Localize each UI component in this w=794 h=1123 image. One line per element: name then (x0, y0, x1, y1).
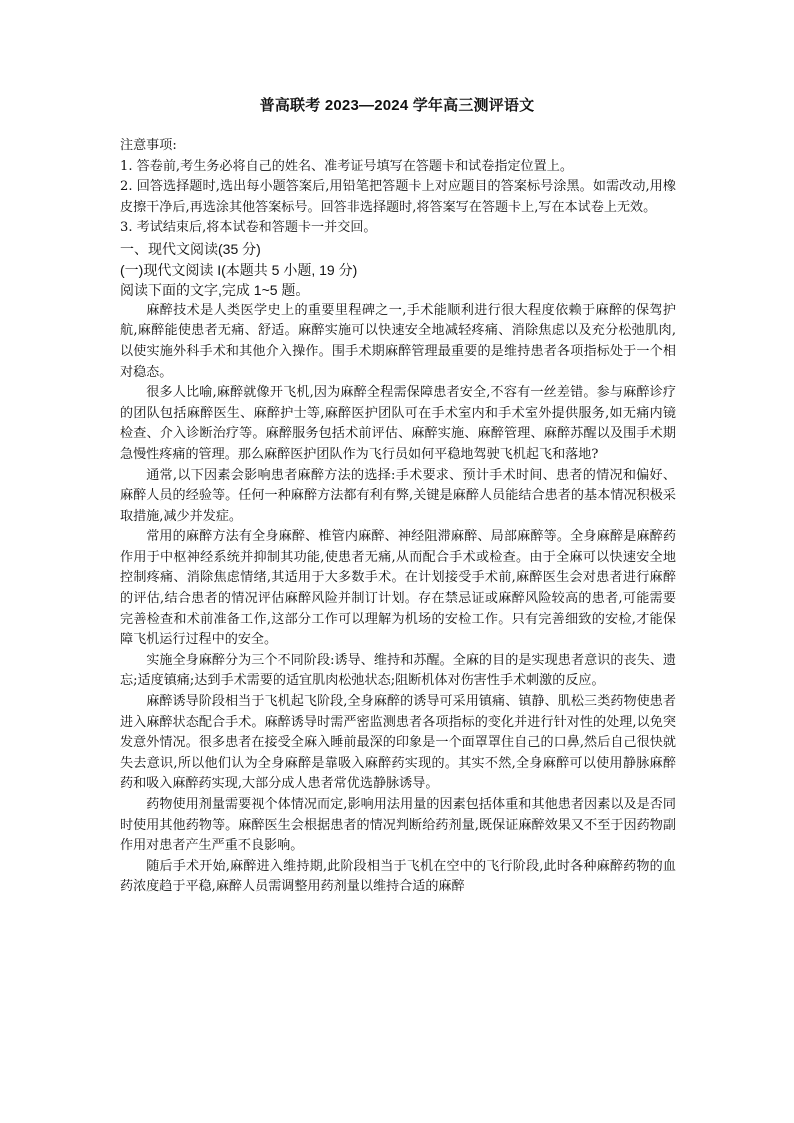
notice-heading: 注意事项: (120, 138, 177, 153)
passage-paragraph-5: 实施全身麻醉分为三个不同阶段:诱导、维持和苏醒。全麻的目的是实现患者意识的丧失、遗忘;适度镇痛;达到手术需要的适宜肌肉松弛状态;阻断机体对伤害性手术刺激的反应。 (120, 652, 676, 689)
notice-item-3: 3. 考试结束后,将本试卷和答题卡一并交回。 (120, 220, 377, 236)
passage-paragraph-2: 很多人比喻,麻醉就像开飞机,因为麻醉全程需保障患者安全,不容有一丝差错。参与麻醉诊疗的团队包括麻醉医生、麻醉护士等,麻醉医护团队可在手术室内和手术室外提供服务,如无痛内镜检查、介入诊断治疗等。麻醉服务包括术前评估、麻醉实施、麻醉管理、麻醉苏醒以及围手术期急慢性疼痛的管理。那么麻醉医护团队作为飞行员如何平稳地驾驶飞机起飞和落地? (120, 385, 676, 462)
passage-paragraph-8: 随后手术开始,麻醉进入维持期,此阶段相当于飞机在空中的飞行阶段,此时各种麻醉药物的血药浓度趋于平稳,麻醉人员需调整用药剂量以维持合适的麻醉 (120, 858, 676, 895)
section-heading: 一、现代文阅读(35 分) (120, 240, 261, 257)
exam-title: 普高联考 2023—2024 学年高三测评语文 (259, 97, 535, 114)
section-instruction: 阅读下面的文字,完成 1~5 题。 (120, 282, 310, 299)
passage-paragraph-1: 麻醉技术是人类医学史上的重要里程碑之一,手术能顺利进行很大程度依赖于麻醉的保驾护航,麻醉能使患者无痛、舒适。麻醉实施可以快速安全地减轻疼痛、消除焦虑以及充分松弛肌肉,以使实施外科手术和其他介入操作。围手术期麻醉管理最重要的是维持患者各项指标处于一个相对稳态。 (120, 302, 676, 380)
passage-paragraph-6: 麻醉诱导阶段相当于飞机起飞阶段,全身麻醉的诱导可采用镇痛、镇静、肌松三类药物使患者进入麻醉状态配合手术。麻醉诱导时需严密监测患者各项指标的变化并进行针对性的处理,以免突发意外情况。很多患者在接受全麻入睡前最深的印象是一个面罩罩住自己的口鼻,然后自己很快就失去意识,所以他们认为全身麻醉是靠吸入麻醉药实现的。其实不然,全身麻醉可以使用静脉麻醉药和吸入麻醉药实现,大部分成人患者常优选静脉诱导。 (120, 694, 676, 792)
notice-item-2: 2. 回答选择题时,选出每小题答案后,用铅笔把答题卡上对应题目的答案标号涂黑。如需改动,用橡皮擦干净后,再选涂其他答案标号。回答非选择题时,将答案写在答题卡上,写在本试卷上无效。 (120, 179, 676, 215)
section-subheading: (一)现代文阅读 I(本题共 5 小题, 19 分) (120, 261, 358, 278)
notice-item-1: 1. 答卷前,考生务必将自己的姓名、准考证号填写在答题卡和试卷指定位置上。 (120, 158, 573, 174)
passage-paragraph-4: 常用的麻醉方法有全身麻醉、椎管内麻醉、神经阻滞麻醉、局部麻醉等。全身麻醉是麻醉药作用于中枢神经系统并抑制其功能,使患者无痛,从而配合手术或检查。由于全麻可以快速安全地控制疼痛、消除焦虑情绪,其适用于大多数手术。在计划接受手术前,麻醉医生会对患者进行麻醉的评估,结合患者的情况评估麻醉风险并制订计划。存在禁忌证或麻醉风险较高的患者,可能需要完善检查和术前准备工作,这部分工作可以理解为机场的安检工作。只有完善细致的安检,才能保障飞机运行过程中的安全。 (120, 529, 676, 648)
exam-content (120, 136, 676, 898)
passage-paragraph-3: 通常,以下因素会影响患者麻醉方法的选择:手术要求、预计手术时间、患者的情况和偏好、麻醉人员的经验等。任何一种麻醉方法都有利有弊,关键是麻醉人员能结合患者的基本情况积极采取措施,减少并发症。 (120, 467, 676, 524)
passage-paragraph-7: 药物使用剂量需要视个体情况而定,影响用法用量的因素包括体重和其他患者因素以及是否同时使用其他药物等。麻醉医生会根据患者的情况判断给药剂量,既保证麻醉效果又不至于因药物副作用对患者产生严重不良影响。 (120, 797, 676, 854)
